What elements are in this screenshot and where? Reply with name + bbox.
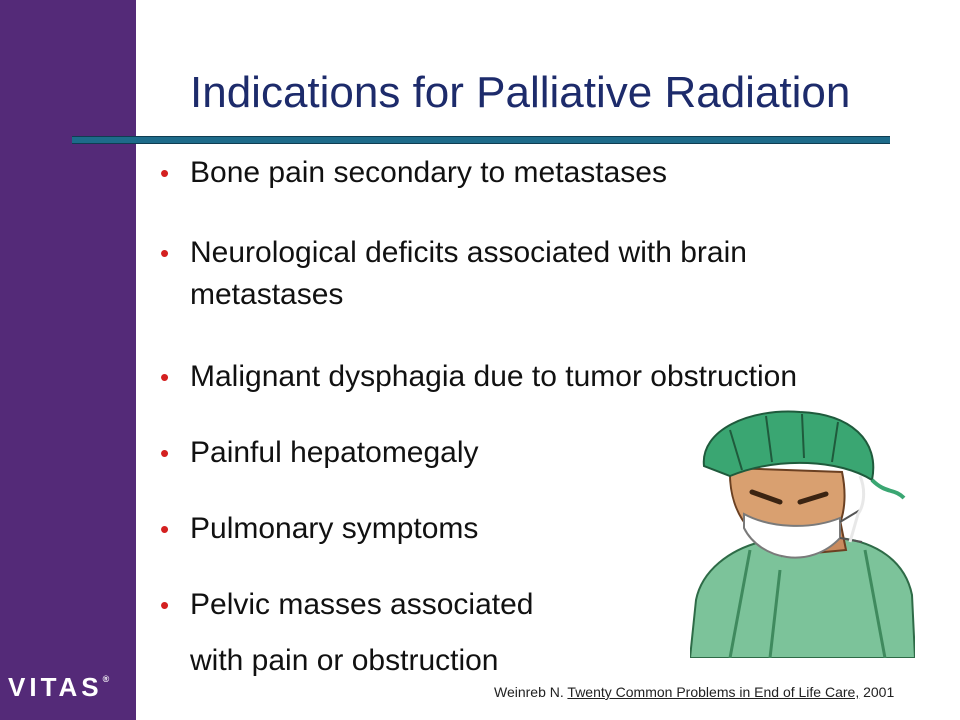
bullet-marker: • (160, 514, 170, 544)
bullet-text-continued: with pain or obstruction (190, 644, 499, 677)
sidebar (0, 0, 136, 720)
bullet-marker: • (160, 362, 170, 392)
citation-year: 2001 (863, 684, 895, 700)
slide-title: Indications for Palliative Radiation (190, 68, 851, 117)
bullet-text: Pelvic masses associated (190, 588, 534, 621)
bullet-marker: • (160, 158, 170, 188)
bullet-marker: • (160, 438, 170, 468)
bullet-text: Painful hepatomegaly (190, 436, 479, 469)
citation (494, 684, 894, 700)
bullet-text: Malignant dysphagia due to tumor obstruction (190, 360, 798, 393)
vitas-logo: VITAS® (8, 672, 110, 702)
title-divider (72, 136, 890, 144)
citation-book-title: Twenty Common Problems in End of Life Care, (567, 684, 860, 700)
surgeon-clipart-icon (690, 410, 915, 658)
bullet-text-continued: metastases (190, 278, 344, 311)
bullet-marker: • (160, 238, 170, 268)
bullet-text: Pulmonary symptoms (190, 512, 479, 545)
bullet-text: Bone pain secondary to metastases (190, 156, 667, 189)
citation-author: Weinreb N. (494, 684, 564, 700)
bullet-marker: • (160, 590, 170, 620)
bullet-text: Neurological deficits associated with brain (190, 236, 747, 269)
